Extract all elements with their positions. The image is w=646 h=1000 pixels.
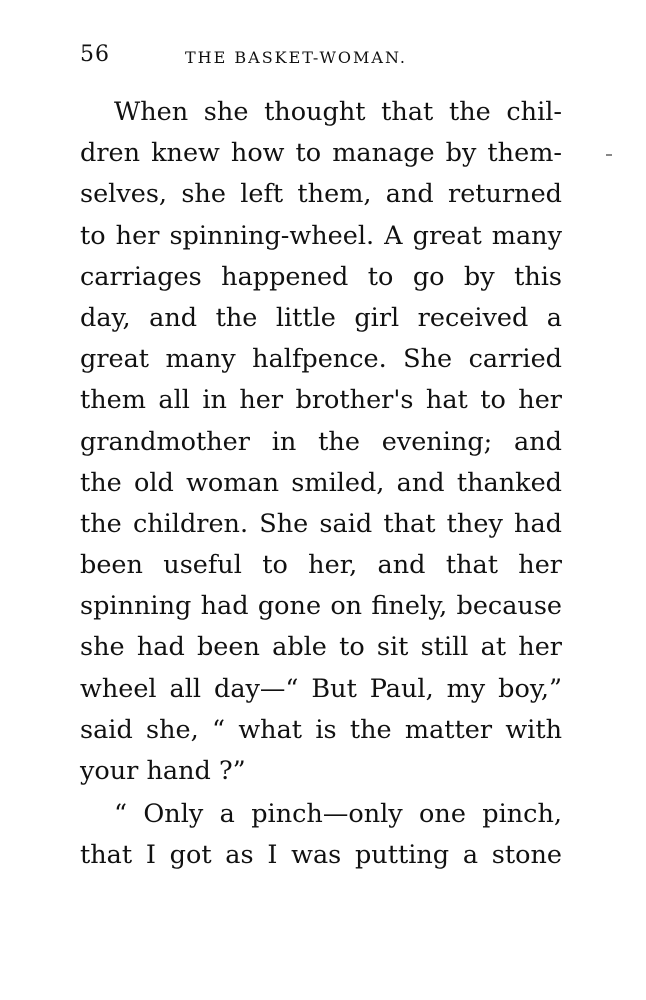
body-text	[80, 92, 562, 877]
text-line: “ Only a pinch—only one pinch,	[114, 799, 562, 830]
text-line: dren knew how to manage by them-	[80, 138, 562, 169]
running-title: THE BASKET-WOMAN.	[185, 48, 407, 67]
text-line: spinning had gone on finely, because	[80, 591, 562, 622]
paragraph-1	[80, 92, 562, 792]
text-line: said she, “ what is the matter with	[80, 714, 562, 745]
text-line: selves, she left them, and returned	[80, 179, 562, 210]
running-head	[80, 42, 550, 74]
text-line: she had been able to sit still at her	[80, 632, 562, 663]
text-line: them all in her brother's hat to her	[80, 385, 562, 416]
text-line: to her spinning-wheel. A great many	[80, 220, 562, 251]
text-line: the children. She said that they had	[80, 508, 562, 539]
text-line: grandmother in the evening; and	[80, 426, 562, 457]
paragraph-2	[80, 794, 562, 876]
text-line: wheel all day—“ But Paul, my boy,”	[80, 673, 562, 704]
text-line: day, and the little girl received a	[80, 302, 562, 333]
text-line: When she thought that the chil-	[114, 97, 562, 127]
text-line: been useful to her, and that her	[80, 550, 562, 581]
text-line: that I got as I was putting a stone	[80, 840, 562, 871]
text-line: carriages happened to go by this	[80, 261, 562, 292]
page-number: 56	[80, 42, 110, 67]
text-line: great many halfpence. She carried	[80, 344, 562, 375]
text-line: the old woman smiled, and thanked	[80, 467, 562, 498]
printer-mark	[606, 154, 612, 156]
text-line: your hand ?”	[80, 756, 246, 786]
